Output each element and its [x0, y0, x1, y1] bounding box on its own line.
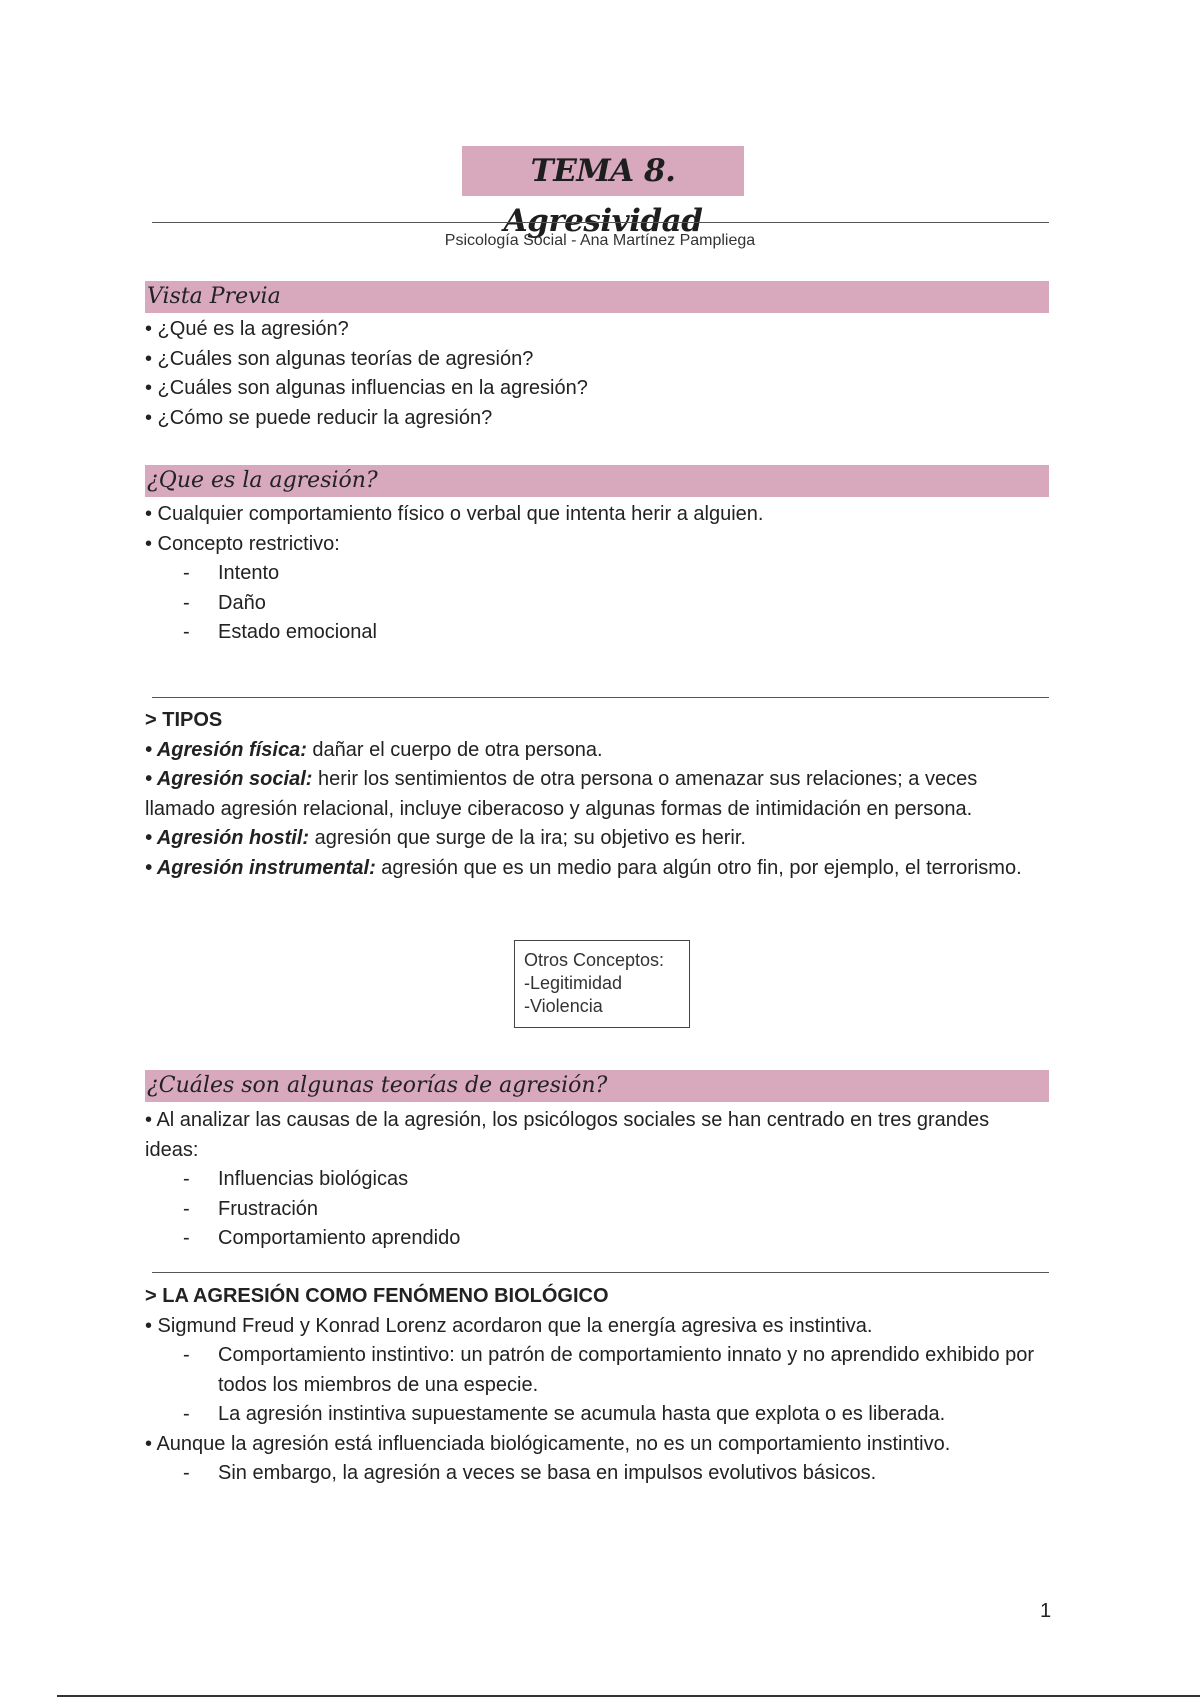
sub-list-item: - Influencias biológicas	[145, 1165, 1045, 1195]
sub-list-item: - La agresión instintiva supuestamente se acumula hasta que explota o es liberada.	[145, 1400, 1045, 1430]
dash-marker: -	[183, 1462, 190, 1484]
divider	[152, 222, 1049, 223]
preview-list	[145, 315, 1045, 433]
list-item: • ¿Cuáles son algunas influencias en la agresión?	[145, 377, 588, 399]
divider	[152, 1272, 1049, 1273]
dash-marker: -	[183, 1403, 190, 1425]
list-item: • Concepto restrictivo:	[145, 532, 340, 555]
list-item: • ¿Cómo se puede reducir la agresión?	[145, 406, 493, 429]
list-item: • Sigmund Freud y Konrad Lorenz acordaron que la energía agresiva es instintiva.	[145, 1314, 873, 1337]
dash-marker: -	[183, 1344, 190, 1366]
what-list	[145, 500, 1045, 648]
box-line: -Violencia	[524, 996, 603, 1016]
list-item: • Al analizar las causas de la agresión, los psicólogos sociales se han centrado en tres grandes ideas:	[145, 1109, 990, 1161]
page-number: 1	[1040, 1600, 1052, 1622]
types-section	[145, 706, 1045, 883]
divider	[152, 697, 1049, 698]
type-item: • Agresión social: herir los sentimientos de otra persona o amenazar sus relaciones; a veces llamado agresión relacional, incluye ciberacoso y algunas formas de intimidación en persona.	[145, 768, 978, 820]
sub-list-item: - Daño	[145, 589, 1045, 619]
biological-heading: > LA AGRESIÓN COMO FENÓMENO BIOLÓGICO	[145, 1285, 609, 1307]
dash-marker: -	[183, 1227, 190, 1249]
list-item: • Aunque la agresión está influenciada biológicamente, no es un comportamiento instintivo.	[145, 1432, 951, 1455]
type-item: • Agresión física: dañar el cuerpo de otra persona.	[145, 738, 603, 761]
list-item: • ¿Qué es la agresión?	[145, 318, 349, 340]
dash-marker: -	[183, 621, 190, 643]
dash-marker: -	[183, 591, 190, 614]
sub-list-item: - Estado emocional	[145, 618, 1045, 648]
dash-marker: -	[183, 1197, 190, 1220]
biological-section	[145, 1282, 1045, 1489]
other-concepts-box	[514, 940, 690, 1028]
box-line: Otros Conceptos:	[524, 950, 665, 970]
type-item: • Agresión hostil: agresión que surge de la ira; su objetivo es herir.	[145, 827, 746, 849]
sub-list-item: - Comportamiento instintivo: un patrón de comportamiento innato y no aprendido exhibido por todos los miembros de una especie.	[145, 1341, 1045, 1400]
page-bottom-border	[57, 1695, 1200, 1697]
document-subtitle: Psicología Social - Ana Martínez Pampliega	[444, 232, 756, 249]
dash-marker: -	[183, 1168, 190, 1190]
document-title: TEMA 8. Agresividad	[462, 146, 744, 196]
theories-list	[145, 1106, 1045, 1254]
sub-list-item: - Intento	[145, 559, 1045, 589]
section-heading-que-es: ¿Que es la agresión?	[145, 465, 1049, 497]
type-item: • Agresión instrumental: agresión que es un medio para algún otro fin, por ejemplo, el terrorismo.	[145, 856, 1022, 879]
section-heading-vista-previa: Vista Previa	[145, 281, 1049, 313]
box-line: -Legitimidad	[524, 973, 623, 993]
types-heading: > TIPOS	[145, 709, 223, 731]
sub-list-item: - Sin embargo, la agresión a veces se basa en impulsos evolutivos básicos.	[145, 1459, 1045, 1489]
list-item: • Cualquier comportamiento físico o verbal que intenta herir a alguien.	[145, 503, 764, 525]
sub-list-item: - Comportamiento aprendido	[145, 1224, 1045, 1254]
sub-list-item: - Frustración	[145, 1195, 1045, 1225]
dash-marker: -	[183, 562, 190, 584]
section-heading-teorias: ¿Cuáles son algunas teorías de agresión?	[145, 1070, 1049, 1102]
list-item: • ¿Cuáles son algunas teorías de agresión?	[145, 347, 534, 370]
